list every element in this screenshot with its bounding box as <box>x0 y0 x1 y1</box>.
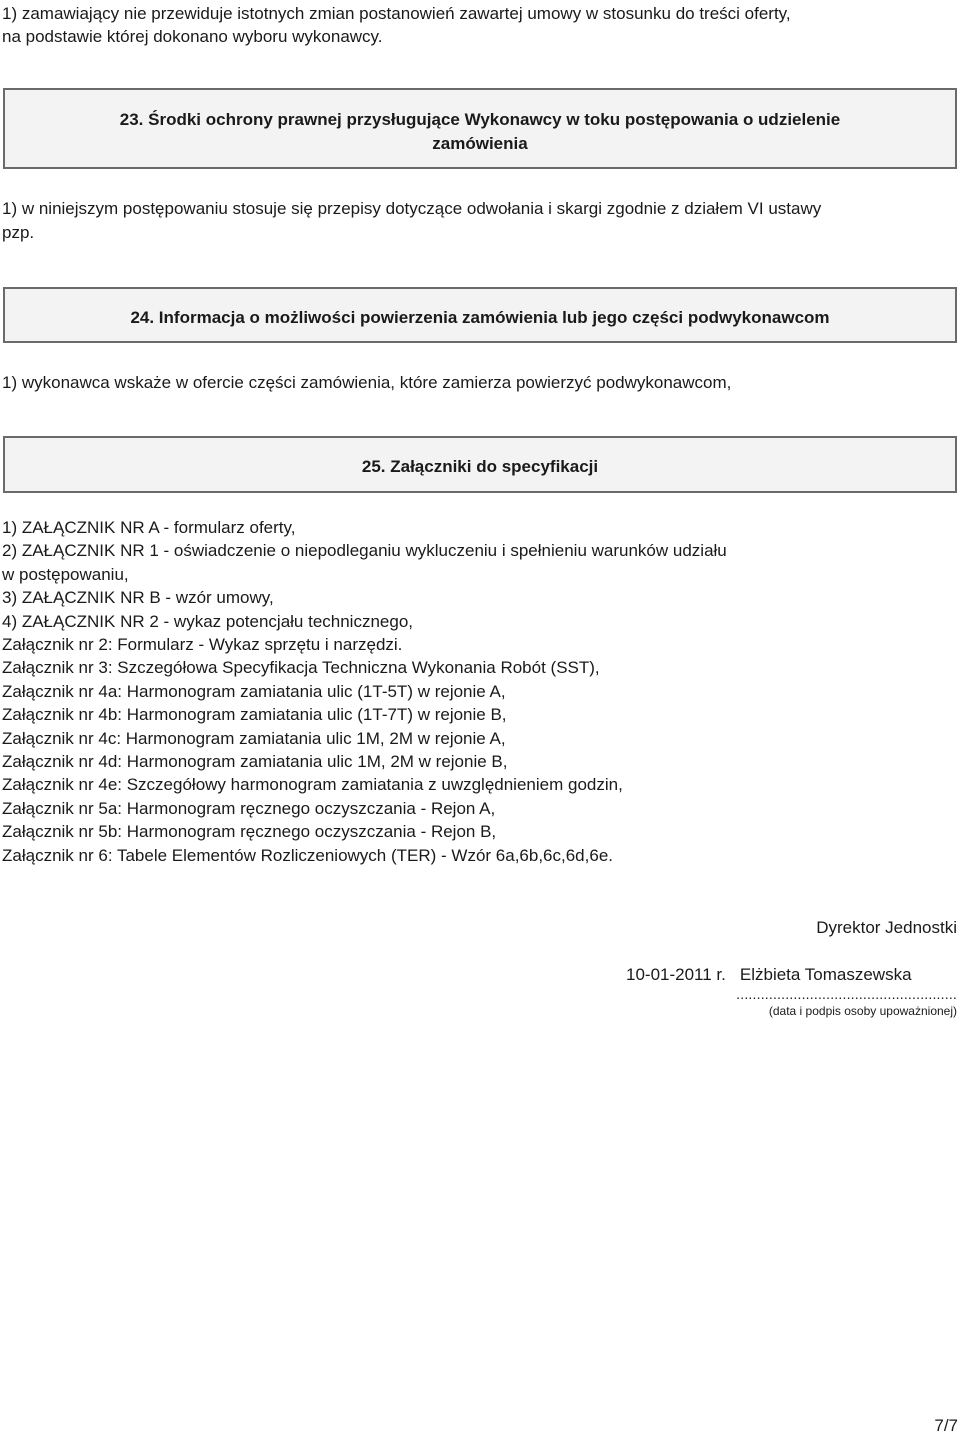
signature-date-name <box>626 963 912 986</box>
section-23-title-line-2: zamówienia <box>432 134 528 153</box>
signature-caption: (data i podpis osoby upoważnionej) <box>768 1004 957 1018</box>
signatory-name: Elżbieta Tomaszewska <box>739 965 912 984</box>
attachment-item: w postępowaniu, <box>2 564 129 584</box>
section-24-body: 1) wykonawca wskaże w ofercie części zamówienia, które zamierza powierzyć podwykonawcom, <box>2 373 732 392</box>
page-number: 7/7 <box>934 1416 958 1435</box>
attachment-item: Załącznik nr 6: Tabele Elementów Rozliczeniowych (TER) - Wzór 6a,6b,6c,6d,6e. <box>2 845 613 865</box>
intro-line-2: na podstawie której dokonano wyboru wykonawcy. <box>2 27 383 46</box>
section-25-title: 25. Załączniki do specyfikacji <box>361 457 599 476</box>
signature-date: 10-01-2011 r. <box>626 965 726 984</box>
attachment-item: 4) ZAŁĄCZNIK NR 2 - wykaz potencjału technicznego, <box>2 611 414 631</box>
section-24-header <box>3 287 957 343</box>
attachment-item: Załącznik nr 4c: Harmonogram zamiatania ulic 1M, 2M w rejonie A, <box>2 728 506 748</box>
attachment-item: 1) ZAŁĄCZNIK NR A - formularz oferty, <box>2 518 296 537</box>
attachment-item: Załącznik nr 4e: Szczegółowy harmonogram zamiatania z uwzględnieniem godzin, <box>2 775 623 795</box>
section-25-header <box>3 436 957 493</box>
section-23-header <box>3 88 957 169</box>
attachment-item: Załącznik nr 4a: Harmonogram zamiatania ulic (1T-5T) w rejonie A, <box>2 681 506 701</box>
intro-line-1: 1) zamawiający nie przewiduje istotnych zmian postanowień zawartej umowy w stosunku do treści oferty, <box>2 4 791 23</box>
attachment-item: Załącznik nr 3: Szczegółowa Specyfikacja Techniczna Wykonania Robót (SST), <box>2 658 600 678</box>
signature-dotted-line: ...................................................... <box>736 986 957 1002</box>
section-24-title: 24. Informacja o możliwości powierzenia zamówienia lub jego części podwykonawcom <box>130 308 830 327</box>
section-23-title-line-1: 23. Środki ochrony prawnej przysługujące Wykonawcy w toku postępowania o udzielenie <box>119 110 841 129</box>
attachment-item: Załącznik nr 5b: Harmonogram ręcznego oczyszczania - Rejon B, <box>2 822 497 842</box>
attachment-item: Załącznik nr 5a: Harmonogram ręcznego oczyszczania - Rejon A, <box>2 798 496 818</box>
section-23-body-line-2: pzp. <box>2 223 35 242</box>
attachment-item: 2) ZAŁĄCZNIK NR 1 - oświadczenie o niepodleganiu wykluczeniu i spełnieniu warunków udziału <box>2 541 727 561</box>
attachment-item: Załącznik nr 4b: Harmonogram zamiatania ulic (1T-7T) w rejonie B, <box>2 705 507 725</box>
signer-title: Dyrektor Jednostki <box>816 918 957 937</box>
section-23-body-line-1: 1) w niniejszym postępowaniu stosuje się przepisy dotyczące odwołania i skargi zgodnie z działem VI ustawy <box>2 199 822 218</box>
attachments-list <box>2 516 727 867</box>
attachment-item: Załącznik nr 2: Formularz - Wykaz sprzętu i narzędzi. <box>2 635 403 655</box>
attachment-item: Załącznik nr 4d: Harmonogram zamiatania ulic 1M, 2M w rejonie B, <box>2 752 508 772</box>
attachment-item: 3) ZAŁĄCZNIK NR B - wzór umowy, <box>2 588 274 608</box>
